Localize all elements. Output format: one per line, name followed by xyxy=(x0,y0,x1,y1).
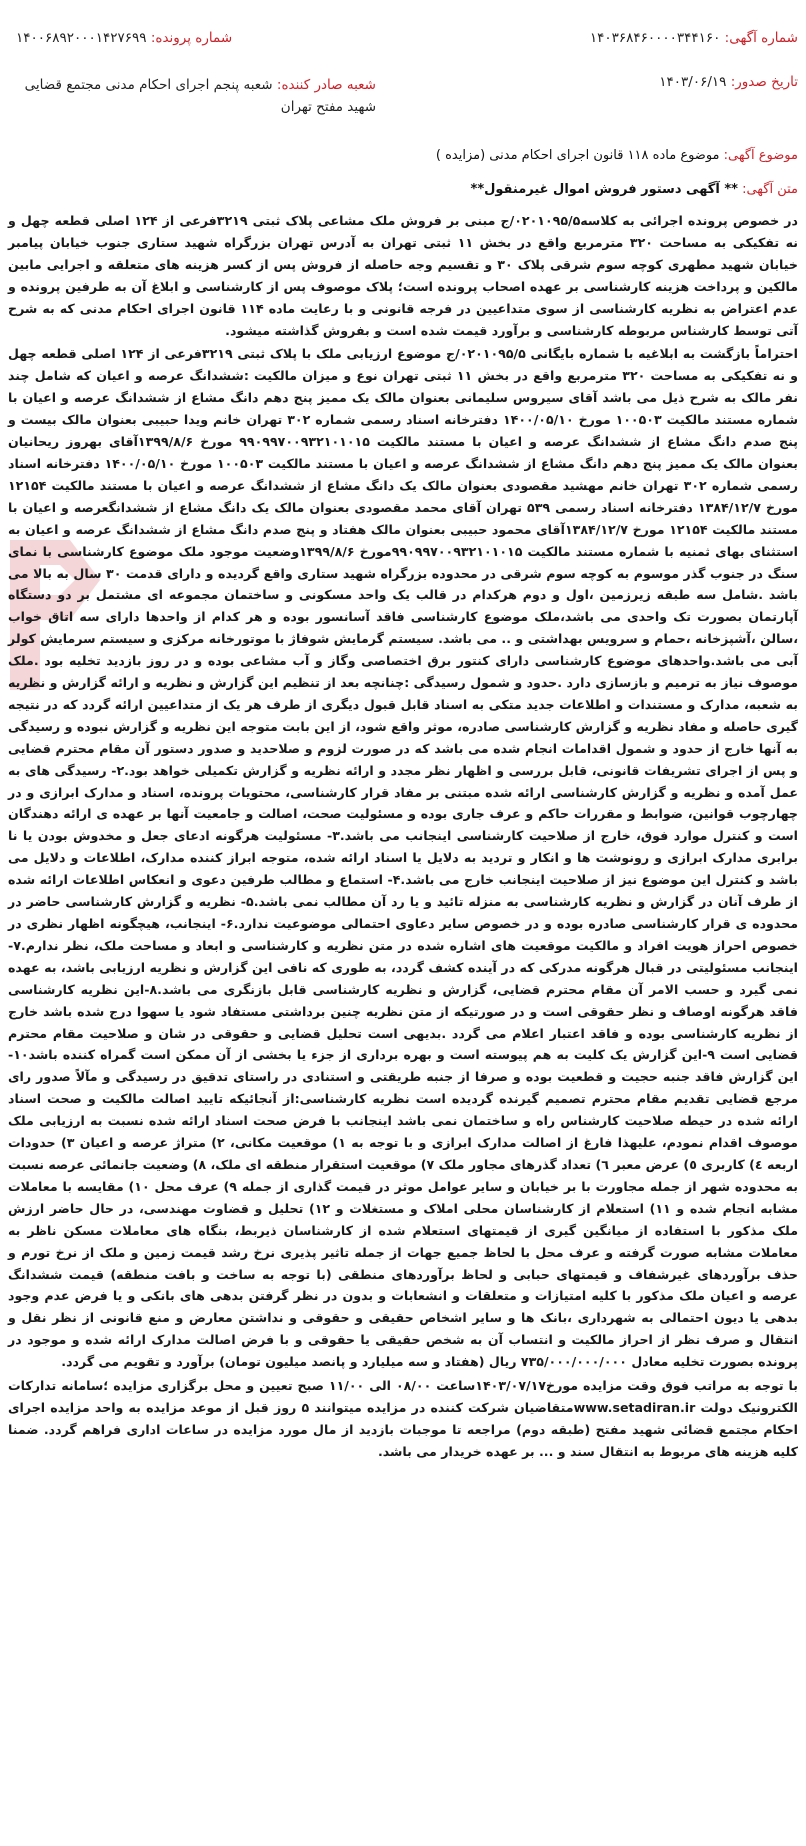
issuing-branch-row xyxy=(16,74,376,118)
issue-date: ۱۴۰۳/۰۶/۱۹ xyxy=(659,74,727,90)
issuing-branch-label: شعبه صادر کننده: xyxy=(276,77,376,93)
subject-text: موضوع ماده ۱۱۸ قانون اجرای احکام مدنی (مزایده ) xyxy=(435,148,720,163)
body-paragraph-1: در خصوص پرونده اجرائی به کلاسه۰۲۰۱۰۹۵/۵/ج مبنی بر فروش ملک مشاعی پلاک ثبتی ۳۲۱۹فرعی از ۱۲۴ اصلی قطعه چهل و نه تفکیکی به مساحت ۳۲۰ مترمربع واقع در بخش ۱۱ ثبتی تهران به آدرس تهران بزرگراه شهید ستاری جنوب خیابان پیامبر خیابان شهید مطهری کوچه سوم شرقی پلاک ۳۰ و تقسیم وجه حاصله از فروش پس از کسر هزینه های متعلقه و اجرایی مابین مالکین و پرداخت هزینه کارشناسی بر عهده اصحاب پرونده است؛ پلاک موصوف پس از کارشناسی و ابلاغ آن به طرفین پرونده و عدم اعتراض به نظریه کارشناسی از سوی متداعیین در فرجه قانونی و با رعایت ماده ۱۱۴ قانون اجرای احکام مدنی که به شرح آتی توسط کارشناس مربوطه کارشناسی و برآورد قیمت شده است و بفروش گذاشته میشود. xyxy=(8,213,798,338)
header xyxy=(0,0,806,132)
text-title: ** آگهی دستور فروش اموال غیرمنقول** xyxy=(470,182,738,197)
ad-number: ۱۴۰۳۶۸۴۶۰۰۰۰۳۴۴۱۶۰ xyxy=(589,30,721,46)
subject-row xyxy=(8,148,798,163)
body-paragraph-3: با توجه به مراتب فوق وقت مزایده مورخ۱۴۰۳/۰۷/۱۷ساعت ۰۸/۰۰ الی ۱۱/۰۰ صبح تعیین و محل برگزاری مزایده ؛سامانه تدارکات الکترونیک دولت www.setadiran.irمتقاضیان شرکت کننده در مزایده میتوانند ۵ روز قبل از موعد مزایده به واحد مزایده اجرای احکام مجتمع قضائی شهید مفتح (طبقه دوم) مراجعه تا موجبات بازدید از مال مورد مزایده در ساعات اداری فراهم گردد. ضمنا کلیه هزینه های مربوط به انتقال سند و ... بر عهده خریدار می باشد. xyxy=(8,1378,799,1459)
subject-label: موضوع آگهی: xyxy=(723,148,798,163)
ad-number-label: شماره آگهی: xyxy=(724,30,798,46)
text-title-row xyxy=(8,182,798,197)
issuing-branch: شعبه پنجم اجرای احکام مدنی مجتمع قضایی شهید مفتح تهران xyxy=(24,77,376,115)
ad-body xyxy=(8,210,798,1465)
issue-date-label: تاریخ صدور: xyxy=(730,74,798,90)
case-number: ۱۴۰۰۶۸۹۲۰۰۰۱۴۲۷۶۹۹ xyxy=(16,30,147,46)
case-number-label: شماره پرونده: xyxy=(150,30,233,46)
text-label: متن آگهی: xyxy=(742,182,798,197)
case-number-row xyxy=(16,30,232,46)
issue-date-row xyxy=(659,74,798,90)
ad-number-row xyxy=(590,30,798,46)
body-paragraph-2: احتراماً بازگشت به ابلاغیه با شماره بایگانی ۰۲۰۱۰۹۵/۵/ج موضوع ارزیابی ملک با پلاک ثبتی ۳۲۱۹فرعی از ۱۲۴ اصلی قطعه چهل و نه تفکیکی به مساحت ۳۲۰ مترمربع واقع در بخش ۱۱ ثبتی تهران نوع و میزان مالکیت :ششدانگ عرصه و اعیان که شامل چند نفر مالک به شرح ذیل می باشد آقای سیروس سلیمانی بعنوان مالک یک ممیز پنج دهم دانگ مشاع از ششدانگ عرصه و اعیان با شماره مستند مالکیت ۱۰۰۵۰۳ مورخ ۱۴۰۰/۰۵/۱۰ دفترخانه اسناد رسمی شماره ۳۰۲ تهران خانم ویدا حبیبی بعنوان مالک بیست و پنج صدم دانگ مشاع از ششدانگ عرصه و اعیان با مستند مالکیت ۹۹۰۹۹۷۰۰۹۳۲۱۰۱۰۱۵ مورخ ۱۳۹۹/۸/۶آقای بهروز ریحانیان بعنوان مالک یک ممیز پنج دهم دانگ مشاع از ششدانگ عرصه و اعیان با مستند مالکیت ۱۰۰۵۰۳ مورخ ۱۴۰۰/۰۵/۱۰ دفترخانه اسناد رسمی شماره ۳۰۲ تهران خانم مهشید مقصودی بعنوان مالک یک دانگ مشاع از ششدانگ عرصه و اعیان با مستند مالکیت ۱۲۱۵۴ مورخ ۱۳۸۴/۱۲/۷ دفترخانه اسناد رسمی ۵۳۹ تهران آقای محمد مقصودی بعنوان مالک یک دانگ مشاع از ششدانگعرصه و اعیان با مستند مالکیت ۱۲۱۵۴ مورخ ۱۳۸۴/۱۲/۷آقای محمود حبیبی بعنوان مالک هفتاد و پنج صدم دانگ مشاع از ششدانگ عرصه و اعیان به استثنای بهای ثمنیه با شماره مستند مالکیت ۹۹۰۹۹۷۰۰۹۳۲۱۰۱۰۱۵مورخ ۱۳۹۹/۸/۶وضعیت موجود ملک موضوع کارشناسی با نمای سنگ در جنوب گذر موسوم به کوچه سوم شرقی در محدوده بزرگراه شهید ستاری واقع گردیده و دارای قدمت ۳۰ سال به بالا می باشد .شامل سه طبقه زیرزمین ،اول و دوم هرکدام در قالب یک واحد مسکونی و ساختمان مجموعه ای مشتمل بر دو دستگاه آپارتمان بصورت تک واحدی می باشد،ملک موضوع کارشناسی فاقد آسانسور بوده و هر کدام از واحدها دارای سه اتاق خواب ،سالن ،آشپزخانه ،حمام و سرویس بهداشتی و .. می باشد. سیستم گرمایش شوفاژ با موتورخانه مرکزی و سیستم سرمایش کولر آبی می باشد.واحدهای موضوع کارشناسی دارای کنتور برق اختصاصی وگاز و آب مشاعی بوده و در روز بازدید تخلیه بود .ملک موصوف نیاز به ترمیم و بازسازی دارد .حدود و شمول رسیدگی :چنانچه بعد از تنظیم این گزارش و نظریه و ارائه گزارش و نظریه به شعبه، مدارک و مستندات و اطلاعات جدید متکی به اسناد قابل قبول دیگری از طرف هر یک از متداعیین ارائه گردد که در نتیجه گیری حاصله و مفاد نظریه و گزارش کارشناسی صادره، موثر واقع شود، از این بابت متوجه این نظریه و گزارش نبوده و رسیدگی به آنها خارج از حدود و شمول اقدامات انجام شده می باشد که در صورت لزوم و صلاحدید و صدور دستور آن مقام محترم قضایی و پس از اجرای تشریفات قانونی، قابل بررسی و اظهار نظر مجدد و ارائه نظریه و گزارش تکمیلی خواهد بود.۲- رسیدگی های به عمل آمده و نظریه و گزارش کارشناسی ارائه شده مبتنی بر مفاد قرار کارشناسی، محتویات پرونده، اسناد و مدارک ابرازی و در چهارچوب قوانین، ضوابط و مقررات حاکم و عرف جاری بوده و مسئولیت صحت، اصالت و جامعیت آنها بر عهده ی ارائه دهندگان است و کنترل موارد فوق، خارج از صلاحیت کارشناسی اینجانب می باشد.۳- مسئولیت هرگونه ادعای جعل و مخدوش بودن یا نا برابری مدارک ابرازی و رونوشت ها و انکار و تردید به دلایل یا اسناد ارائه شده، متوجه ابراز کننده مدارک، اطلاعات و دلایل می باشد و کنترل این موضوع نیز از صلاحیت اینجانب خارج می باشد.۴- استماع و مطالب طرفین دعوی و انعکاس اطلاعات ارائه شده از طرف آنان در گزارش و نظریه کارشناسی به منزله تائید و یا رد آن مطالب نمی باشد.۵- نظریه و گزارش کارشناسی حاضر در محدوده ی قرار کارشناسی صادره بوده و در خصوص سایر دعاوی احتمالی موضوعیت ندارد.۶- اینجانب، هیچگونه اظهار نظری در خصوص احراز هویت افراد و مالکیت موقعیت های اشاره شده در متن نظریه و کارشناسی و ابعاد و مساحت ملک، نظر ندارم.۷- اینجانب مسئولیتی در قبال هرگونه مدرکی که در آینده کشف گردد، به طوری که نافی این گزارش و نظریه ارزیابی باشد، به عهده نمی گیرد و حسب الامر آن مقام محترم قضایی، گزارش و نظریه کارشناسی قابل بازنگری می باشد.۸-این نظریه کارشناسی فاقد هرگونه اوصاف و نظر حقوقی است و در صورتیکه از متن نظریه چنین برداشتی مستفاد شود یا سهوا درج شده باشد خارج از نظریه کارشناسی بوده و فاقد اعتبار اعلام می گردد .بدیهی است تحلیل قضایی و حقوقی در شان و صلاحیت مقام محترم قضایی است ۹-این گزارش یک کلیت به هم پیوسته است و بهره برداری از جزء یا بخشی از آن ممکن است گمراه کننده باشد۱۰-این گزارش فاقد جنبه حجیت و قطعیت بوده و صرفا از جنبه طریقتی و استنادی در راستای تدقیق در رسیدگی و مآلاً صدور رای مرجع قضایی تقدیم مقام محترم تصمیم گیرنده گردیده است نظریه کارشناسی:از آنجائیکه تایید اصالت مالکیت و صحت اسناد ارائه شده در حیطه صلاحیت کارشناس راه و ساختمان نمی باشد اینجانب با فرض صحت اسناد ارائه شده نسبت به ارزیابی ملک موصوف اقدام نمودم، علیهذا فارغ از اصالت مدارک ابرازی و با توجه به ۱) موقعیت مکانی، ۲) متراژ عرصه و اعیان ۳) حدودات اربعه ٤) کاربری ٥) عرض معبر ٦) تعداد گذرهای مجاور ملک ۷) موقعیت استقرار منطقه ای ملک، ۸) وضعیت جانمائی عرصه نسبت به محدوده شهر از جمله مجاورت با بر خیابان و سایر عوامل موثر در قیمت گذاری از جمله ۹) عرف محل ۱۰) مقایسه با معاملات مشابه انجام شده و ۱۱) استعلام از کارشناسان محلی املاک و مستغلات و ۱۲) تحلیل و قضاوت مهندسی، در حال حاضر ارزش ملک مذکور با استفاده از میانگین گیری از قیمتهای استعلام شده از کارشناسان ذیربط، بنگاه های معاملات مسکن ناظر به معاملات مشابه صورت گرفته و عرف محل با لحاظ جمیع جهات از جمله تاثیر پذیری نرخ رشد قیمت زمین و ملک از نرخ تورم و حذف برآوردهای غیرشفاف و قیمتهای حبابی و لحاظ برآوردهای منطقی (با توجه به ساخت و بافت منطقه) قیمت ششدانگ عرصه و اعیان ملک مذکور با کلیه امتیازات و متعلقات و انشعابات و بدون در نظر گرفتن بدهی های بانکی و یا فرض عدم وجود بدهی یا دیون احتمالی به شهرداری ،بانک ها و سایر اشخاص حقیقی و حقوقی و نداشتن معارض و منع قانونی از نظر نقل و انتقال و صرف نظر از احراز مالکیت و انتساب آن به شخص حقیقی یا حقوقی و با فرض اصالت مدارک ارائه شده و موجود در پرونده بصورت تخلیه معادل ۷۳۵/۰۰۰/۰۰۰/۰۰۰ ریال (هفتاد و سه میلیارد و پانصد میلیون تومان) برآورد و تقویم می گردد. xyxy=(8,346,799,1370)
